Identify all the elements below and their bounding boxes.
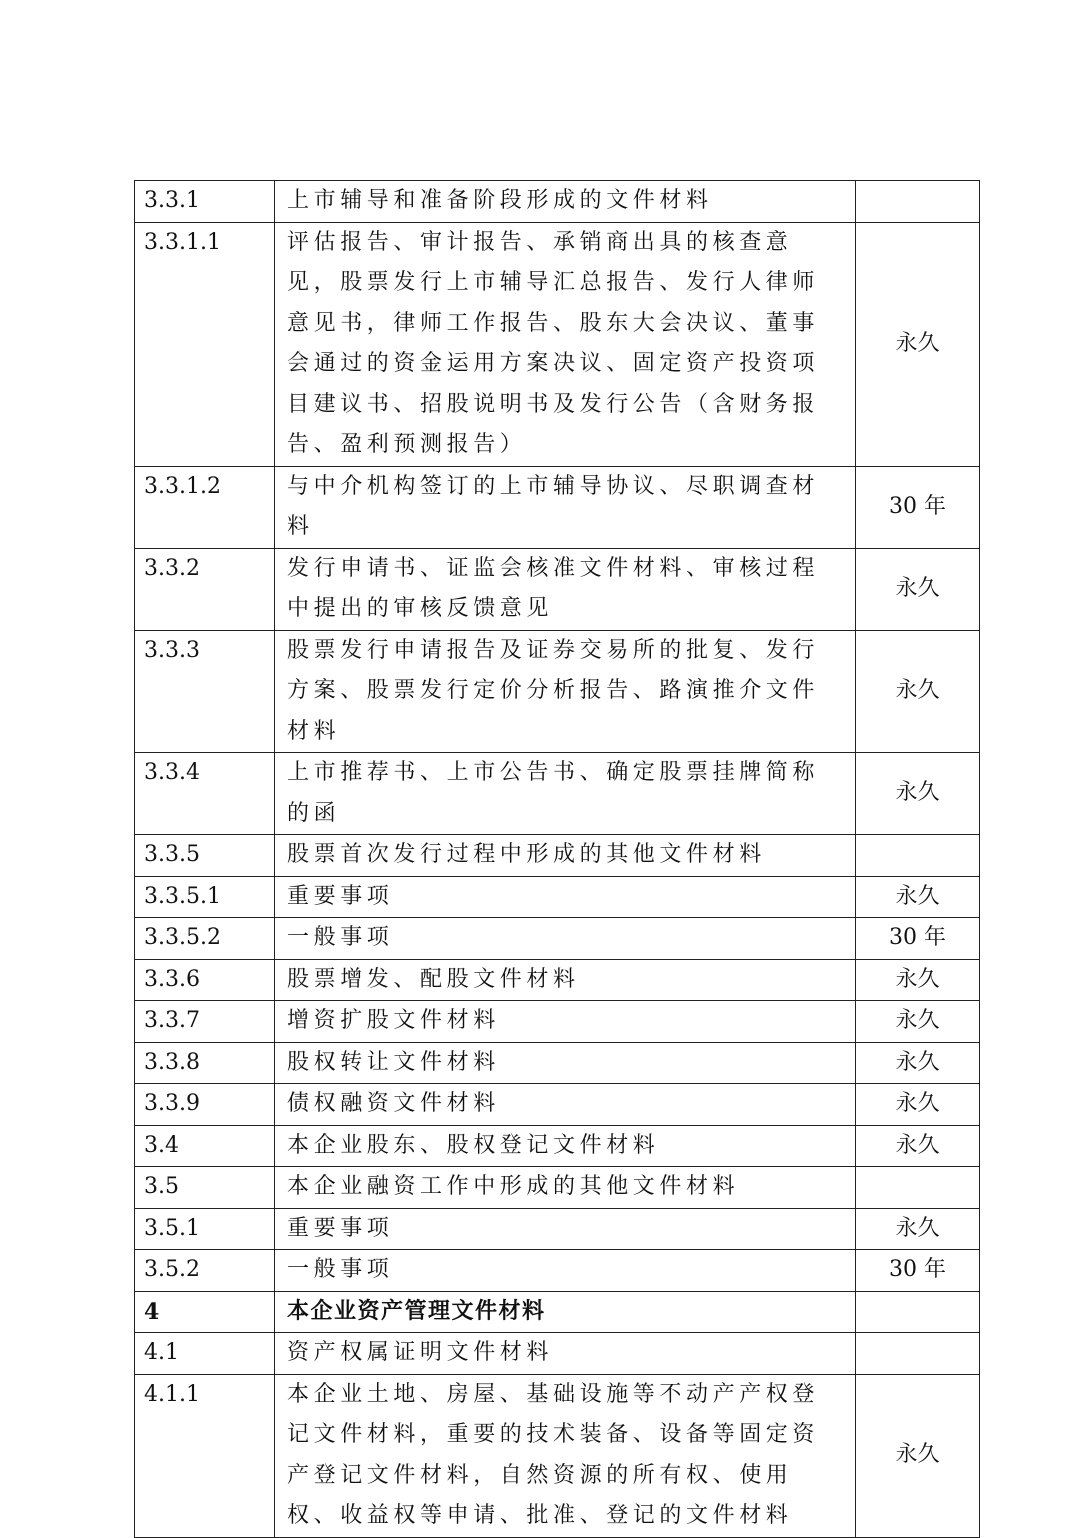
item-content: 上市辅导和准备阶段形成的文件材料 [275,181,856,223]
item-code: 3.3.5.1 [135,876,275,918]
item-content: 上市推荐书、上市公告书、确定股票挂牌简称的函 [275,753,856,835]
item-code: 3.3.7 [135,1001,275,1043]
item-code: 3.3.2 [135,548,275,630]
item-code: 3.4 [135,1125,275,1167]
table-row [135,466,980,548]
table-row [135,1001,980,1043]
table-row [135,876,980,918]
table-row [135,959,980,1001]
table-row [135,222,980,466]
item-code: 4.1.1 [135,1374,275,1537]
section-heading-row [135,1291,980,1333]
item-content: 重要事项 [275,876,856,918]
item-content: 本企业资产管理文件材料 [275,1291,856,1333]
item-content: 本企业股东、股权登记文件材料 [275,1125,856,1167]
table-row [135,1042,980,1084]
item-code: 3.3.1.1 [135,222,275,466]
retention-period: 永久 [856,1042,980,1084]
table-row [135,1333,980,1375]
item-code: 3.3.5 [135,835,275,877]
item-code: 3.5.1 [135,1208,275,1250]
item-code: 3.3.8 [135,1042,275,1084]
item-code: 3.5 [135,1167,275,1209]
table-row [135,1167,980,1209]
retention-period [856,1291,980,1333]
item-code: 3.5.2 [135,1250,275,1292]
item-content: 股票增发、配股文件材料 [275,959,856,1001]
item-code: 3.3.9 [135,1084,275,1126]
retention-period: 永久 [856,1084,980,1126]
item-content: 一般事项 [275,918,856,960]
item-content: 发行申请书、证监会核准文件材料、审核过程中提出的审核反馈意见 [275,548,856,630]
retention-period: 30 年 [856,466,980,548]
retention-period: 永久 [856,1125,980,1167]
retention-period: 30 年 [856,1250,980,1292]
item-code: 3.3.3 [135,630,275,753]
table-row [135,1125,980,1167]
table-row [135,1208,980,1250]
item-code: 4.1 [135,1333,275,1375]
item-code: 3.3.1 [135,181,275,223]
retention-period [856,1333,980,1375]
retention-period: 永久 [856,222,980,466]
table-row [135,1084,980,1126]
item-content: 一般事项 [275,1250,856,1292]
retention-period: 永久 [856,959,980,1001]
item-content: 资产权属证明文件材料 [275,1333,856,1375]
table-row [135,630,980,753]
retention-period: 永久 [856,1001,980,1043]
retention-period [856,835,980,877]
retention-period: 30 年 [856,918,980,960]
item-content: 本企业融资工作中形成的其他文件材料 [275,1167,856,1209]
table-row [135,1250,980,1292]
item-content: 股票首次发行过程中形成的其他文件材料 [275,835,856,877]
item-content: 与中介机构签订的上市辅导协议、尽职调查材料 [275,466,856,548]
retention-period: 永久 [856,548,980,630]
table-row [135,548,980,630]
retention-period: 永久 [856,630,980,753]
item-code: 3.3.5.2 [135,918,275,960]
retention-period: 永久 [856,753,980,835]
table-row [135,753,980,835]
item-code: 3.3.4 [135,753,275,835]
item-content: 股权转让文件材料 [275,1042,856,1084]
table-row [135,181,980,223]
item-content: 增资扩股文件材料 [275,1001,856,1043]
retention-period: 永久 [856,1208,980,1250]
item-code: 3.3.1.2 [135,466,275,548]
item-code: 4 [135,1291,275,1333]
item-content: 评估报告、审计报告、承销商出具的核查意见，股票发行上市辅导汇总报告、发行人律师意见书，律师工作报告、股东大会决议、董事会通过的资金运用方案决议、固定资产投资项目建议书、招股说明书及发行公告（含财务报告、盈利预测报告） [275,222,856,466]
retention-schedule-table [134,180,980,1538]
table-row [135,1374,980,1537]
item-content: 债权融资文件材料 [275,1084,856,1126]
retention-period: 永久 [856,1374,980,1537]
table-row [135,835,980,877]
item-content: 重要事项 [275,1208,856,1250]
table-row [135,918,980,960]
item-code: 3.3.6 [135,959,275,1001]
item-content: 股票发行申请报告及证券交易所的批复、发行方案、股票发行定价分析报告、路演推介文件材料 [275,630,856,753]
retention-period [856,1167,980,1209]
retention-period: 永久 [856,876,980,918]
item-content: 本企业土地、房屋、基础设施等不动产产权登记文件材料，重要的技术装备、设备等固定资产登记文件材料，自然资源的所有权、使用权、收益权等申请、批准、登记的文件材料 [275,1374,856,1537]
retention-period [856,181,980,223]
